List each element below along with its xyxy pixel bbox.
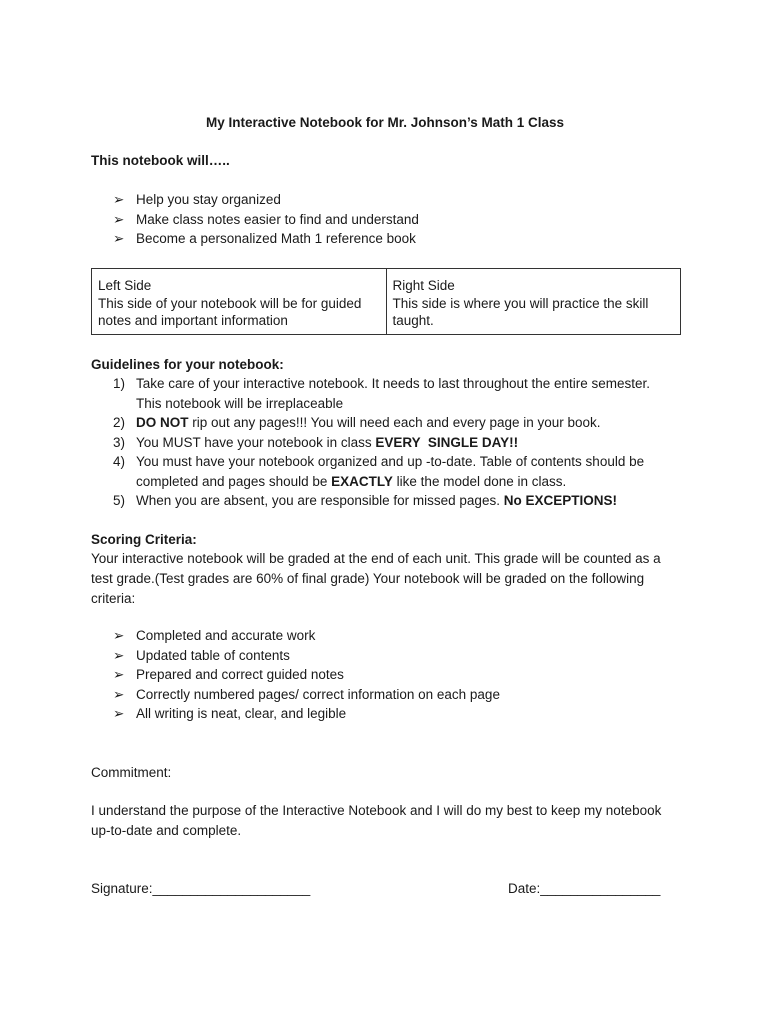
guideline-text-line2 [136,472,691,492]
arrow-bullet-icon: ➢ [113,706,125,721]
left-side-desc-line1: This side of your notebook will be for guided [98,295,362,311]
arrow-bullet-icon: ➢ [113,647,125,663]
bullet-text: Help you stay organized [136,192,281,207]
list-item [113,229,419,249]
left-side-title: Left Side [98,278,152,293]
commitment-statement [91,801,661,841]
intro-bullet-list [113,190,419,249]
arrow-bullet-icon: ➢ [113,686,125,702]
bullet-text: Updated table of contents [136,647,290,663]
guideline-text: rip out any pages!!! You will need each and every page in your book. [188,415,601,430]
guideline-text: This notebook will be irreplaceable [136,395,344,411]
item-number: 1) [113,376,126,391]
scoring-text: Your interactive notebook will be graded at the end of each unit. This grade will be counted as a [91,551,661,566]
right-side-title: Right Side [392,278,455,293]
right-side-desc-line1: This side is where you will practice the skill [392,295,649,311]
left-side-cell [92,269,387,335]
arrow-bullet-icon: ➢ [113,231,125,246]
list-item [91,413,691,433]
bullet-text: Prepared and correct guided notes [136,667,344,682]
guideline-text: Take care of your interactive notebook. It needs to last throughout the entire semester. [136,376,651,391]
list-item [91,452,691,491]
arrow-bullet-icon: ➢ [113,211,125,227]
commitment-heading: Commitment: [91,765,172,780]
scoring-bullet-list [113,626,500,724]
document-title: My Interactive Notebook for Mr. Johnson’s Math 1 Class [205,115,565,130]
list-item [113,626,500,646]
guidelines-list [91,374,691,511]
signature-line[interactable]: Signature:_____________________ [91,881,311,896]
commitment-text: up-to-date and complete. [91,823,242,838]
bullet-text: Become a personalized Math 1 reference book [136,231,416,246]
date-line[interactable]: Date:________________ [508,881,661,896]
list-item [113,665,500,685]
arrow-bullet-icon: ➢ [113,192,125,207]
list-item [113,190,419,210]
bullet-text: Correctly numbered pages/ correct information on each page [136,686,500,702]
left-side-desc-line2: notes and important information [98,313,288,328]
guideline-text: completed and pages should be [136,473,332,489]
item-number: 3) [113,434,126,450]
guideline-emphasis: No EXCEPTIONS! [503,493,617,508]
guideline-text: like the model done in class. [392,473,567,489]
list-item [113,210,419,230]
scoring-text: test grade.(Test grades are 60% of final grade) Your notebook will be graded on the following [91,571,645,586]
bullet-text: Make class notes easier to find and understand [136,211,419,227]
arrow-bullet-icon: ➢ [113,628,125,643]
guideline-text: When you are absent, you are responsible for missed pages. [136,493,504,508]
guideline-text: You MUST have your notebook in class [136,434,376,450]
guidelines-heading: Guidelines for your notebook: [91,357,284,372]
scoring-heading: Scoring Criteria: [91,532,197,547]
notebook-sides-table [91,268,681,335]
scoring-description [91,549,661,609]
list-item [113,704,500,724]
list-item [113,685,500,705]
right-side-desc-line2: taught. [392,313,434,328]
bullet-text: All writing is neat, clear, and legible [136,706,347,721]
arrow-bullet-icon: ➢ [113,667,125,682]
scoring-text: criteria: [91,591,136,606]
commitment-text: I understand the purpose of the Interactive Notebook and I will do my best to keep my notebook [91,803,662,818]
guideline-emphasis: EXACTLY [331,473,393,489]
bullet-text: Completed and accurate work [136,628,316,643]
right-side-cell [386,269,681,335]
list-item [91,374,691,413]
guideline-text: You must have your notebook organized and up -to-date. Table of contents should be [136,454,645,469]
list-item [113,646,500,666]
list-item [91,433,691,453]
item-number: 4) [113,454,126,469]
intro-heading: This notebook will….. [91,153,230,168]
guideline-emphasis: DO NOT [136,415,189,430]
guideline-emphasis: EVERY SINGLE DAY!! [375,434,519,450]
item-number: 5) [113,493,126,508]
item-number: 2) [113,415,126,430]
list-item [91,491,691,511]
